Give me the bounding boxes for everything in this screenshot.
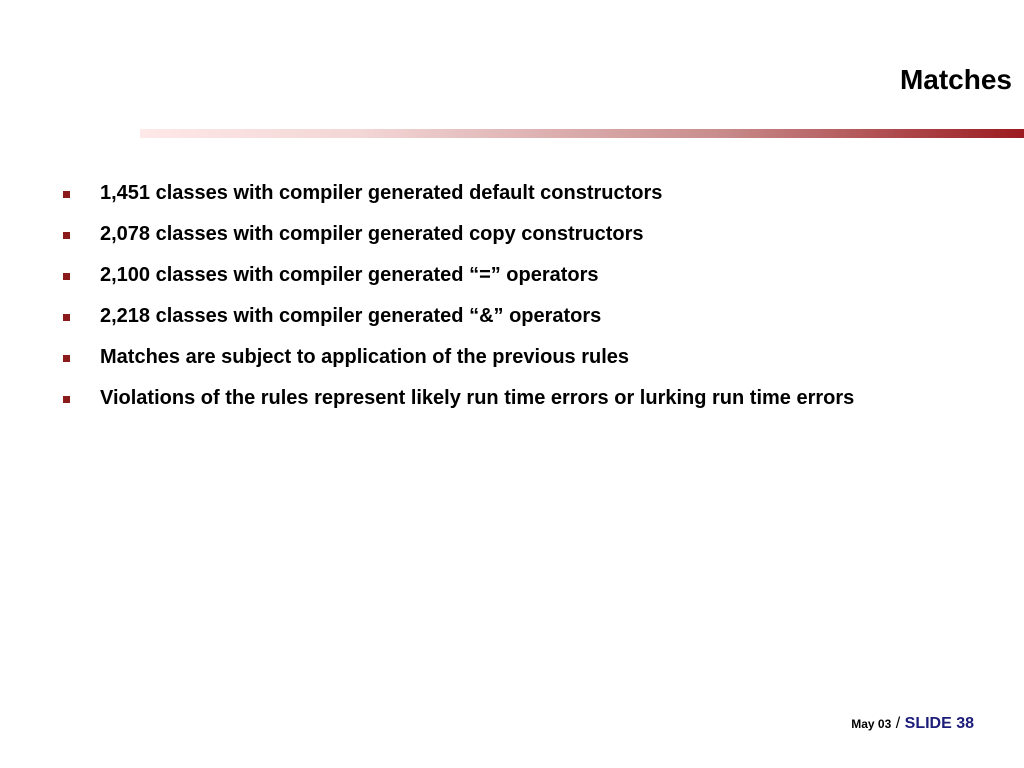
square-bullet-icon xyxy=(63,355,70,362)
bullet-item xyxy=(62,214,854,255)
title-underline-bar xyxy=(140,129,1024,138)
footer-separator: / xyxy=(895,715,901,732)
square-bullet-icon xyxy=(63,232,70,239)
bullet-item xyxy=(62,296,854,337)
slide-title: Matches xyxy=(899,64,1012,95)
square-bullet-icon xyxy=(63,396,70,403)
bullet-text: 1,451 classes with compiler generated default constructors xyxy=(100,182,663,204)
footer-date: May 03 xyxy=(851,717,892,731)
slide-footer xyxy=(851,713,974,735)
bullet-item xyxy=(62,378,854,419)
square-bullet-icon xyxy=(63,191,70,198)
bullet-text: 2,100 classes with compiler generated “=” operators xyxy=(100,264,599,286)
bullet-text: Violations of the rules represent likely run time errors or lurking run time errors xyxy=(100,387,855,409)
square-bullet-icon xyxy=(63,273,70,280)
square-bullet-icon xyxy=(63,314,70,321)
bullet-item xyxy=(62,255,854,296)
bullet-item xyxy=(62,173,854,214)
bullet-list xyxy=(62,173,854,419)
bullet-text: Matches are subject to application of the previous rules xyxy=(100,346,630,368)
bullet-item xyxy=(62,337,854,378)
bullet-text: 2,218 classes with compiler generated “&” operators xyxy=(100,305,602,327)
slide-number: SLIDE 38 xyxy=(904,715,974,732)
bullet-text: 2,078 classes with compiler generated copy constructors xyxy=(100,223,644,245)
